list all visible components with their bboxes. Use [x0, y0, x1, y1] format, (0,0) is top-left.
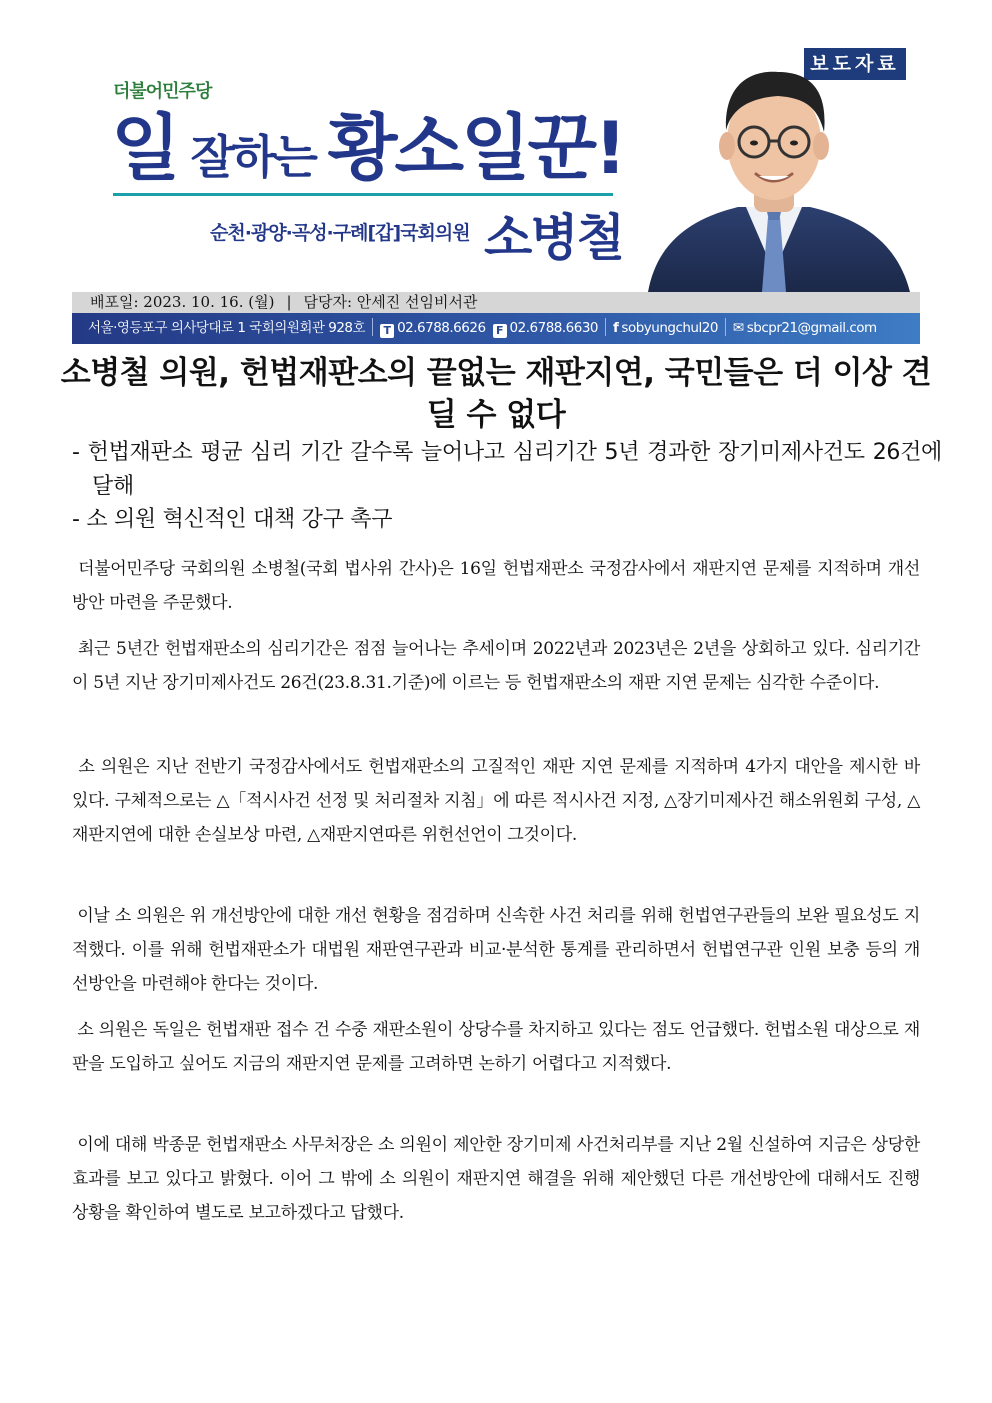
fax-icon: F — [493, 324, 507, 338]
phone-icon: T — [380, 324, 394, 338]
contact-bar — [72, 313, 920, 344]
phone-number: 02.6788.6626 — [397, 320, 486, 336]
contact-divider — [725, 318, 726, 336]
fax-number: 02.6788.6630 — [509, 320, 599, 336]
subheadline-1: - 헌법재판소 평균 심리 기간 갈수록 늘어나고 심리기간 5년 경과한 장기미제사건도 26건에 달해 — [72, 440, 942, 499]
facebook-handle: sobyungchul20 — [621, 320, 718, 336]
body-paragraph-6: 이에 대해 박종문 헌법재판소 사무처장은 소 의원이 제안한 장기미제 사건처리부를 지난 2월 신설하여 지금은 상당한 효과를 보고 있다고 밝혔다. 이어 그 밖에 소 의원이 재판지연 해결을 위해 제안했던 다른 개선방안에 대해서도 진행 상황을 확인하여 별도로 보고하겠다고 답했다. — [72, 1135, 921, 1223]
body-paragraph-2: 최근 5년간 헌법재판소의 심리기간은 점점 늘어나는 추세이며 2022년과 2023년은 2년을 상회하고 있다. 심리기간이 5년 지난 장기미제사건도 26건(23.8.31.기준)에 이르는 등 헌법재판소의 재판 지연 문제는 심각한 수준이다. — [72, 639, 920, 693]
member-portrait-image — [628, 42, 920, 292]
email-address: sbcpr21@gmail.com — [746, 320, 877, 336]
slogan-part-1: 일 — [111, 106, 178, 190]
district-title: 순천·광양·곡성·구례[갑]국회의원 — [210, 222, 470, 244]
subheadline-2: - 소 의원 혁신적인 대책 강구 촉구 — [72, 507, 393, 532]
info-separator: | — [286, 293, 292, 311]
press-release-badge: 보도자료 — [804, 48, 906, 80]
slogan-part-2: 잘하는 — [177, 130, 328, 184]
body-paragraph-4: 이날 소 의원은 위 개선방안에 대한 개선 현황을 점검하며 신속한 사건 처리를 위해 헌법연구관들의 보완 필요성도 지적했다. 이를 위해 헌법재판소가 대법원 재판연구관과 비교·분석한 통계를 관리하면서 헌법연구관 인원 보충 등의 개선방안을 마련해야 한다는 것이다. — [72, 906, 920, 994]
contact-divider — [605, 318, 606, 336]
release-date: 배포일: 2023. 10. 16. (월) — [90, 293, 275, 311]
slogan-underline — [113, 193, 613, 196]
contact-person: 담당자: 안세진 선임비서관 — [303, 293, 478, 311]
body-paragraph-3: 소 의원은 지난 전반기 국정감사에서도 헌법재판소의 고질적인 재판 지연 문제를 지적하며 4가지 대안을 제시한 바 있다. 구체적으로는 △「적시사건 선정 및 처리절차 지침」에 따른 적시사건 지정, △장기미제사건 해소위원회 구성, △재판지연에 대한 손실보상 마련, △재판지연따른 위헌선언이 그것이다. — [72, 757, 920, 845]
email-icon: ✉ — [732, 320, 744, 336]
party-logo: 더불어민주당 — [113, 81, 212, 102]
slogan-part-3: 황소일꾼! — [327, 106, 624, 190]
office-address: 서울·영등포구 의사당대로 1 국회의원회관 928호 — [88, 320, 366, 336]
headline: 소병철 의원, 헌법재판소의 끝없는 재판지연, 국민들은 더 이상 견딜 수 없다 — [60, 355, 932, 433]
member-name: 소병철 — [484, 209, 623, 267]
facebook-icon: f — [613, 320, 619, 336]
slogan — [111, 103, 624, 213]
distribution-info-bar — [72, 292, 920, 313]
body-paragraph-1: 더불어민주당 국회의원 소병철(국회 법사위 간사)은 16일 헌법재판소 국정감사에서 재판지연 문제를 지적하며 개선 방안 마련을 주문했다. — [72, 559, 920, 613]
contact-divider — [372, 318, 373, 336]
body-paragraph-5: 소 의원은 독일은 헌법재판 접수 건 수중 재판소원이 상당수를 차지하고 있다는 점도 언급했다. 헌법소원 대상으로 재판을 도입하고 싶어도 지금의 재판지연 문제를 고려하면 논하기 어렵다고 지적했다. — [72, 1020, 920, 1074]
